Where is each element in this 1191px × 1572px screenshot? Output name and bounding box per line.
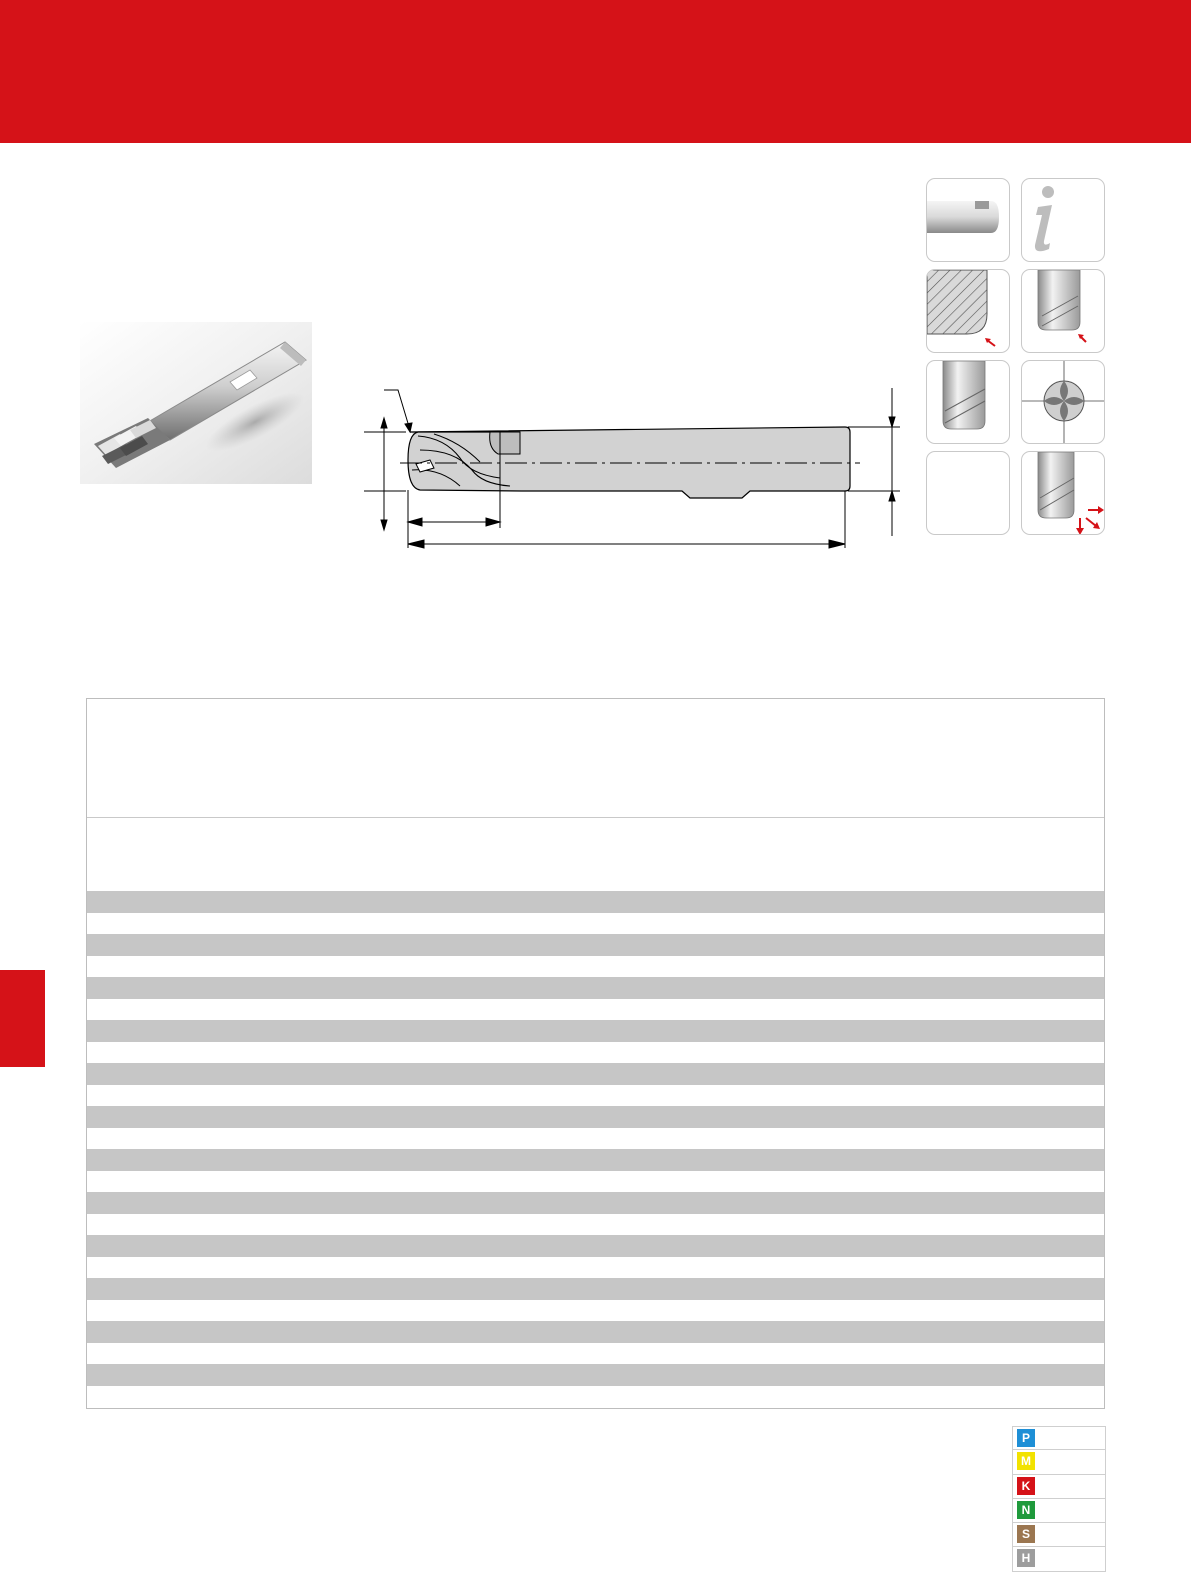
end-mill-photo [80,322,312,484]
iso-badge: N [1017,1501,1035,1519]
info-icon [1021,178,1105,262]
table-row [87,1364,1104,1386]
four-flute-section-icon [1021,360,1105,444]
empty-icon [926,451,1010,535]
iso-row-m [1012,1450,1106,1474]
weldon-shank-icon [926,178,1010,262]
table-body [87,891,1104,1407]
table-row [87,956,1104,978]
table-row [87,1257,1104,1279]
table-row [87,1085,1104,1107]
corner-radius-icon [926,269,1010,353]
table-row [87,1321,1104,1343]
table-row [87,1063,1104,1085]
table-row [87,1192,1104,1214]
iso-badge: M [1017,1452,1035,1470]
iso-material-legend [1012,1426,1106,1572]
table-row [87,999,1104,1021]
iso-row-p [1012,1426,1106,1450]
iso-badge: P [1017,1429,1035,1447]
iso-badge: S [1017,1525,1035,1543]
table-row [87,1214,1104,1236]
iso-row-h [1012,1547,1106,1571]
table-row [87,1106,1104,1128]
table-row [87,1386,1104,1408]
table-row [87,1300,1104,1322]
iso-row-k [1012,1475,1106,1499]
table-row [87,1149,1104,1171]
iso-badge: K [1017,1477,1035,1495]
table-row [87,1235,1104,1257]
table-row [87,1042,1104,1064]
feature-icon-grid [926,178,1108,538]
table-row [87,1020,1104,1042]
section-tab [0,970,45,1067]
header-band [0,0,1191,143]
table-row [87,1343,1104,1365]
table-row [87,1171,1104,1193]
table-row [87,977,1104,999]
helix-cutter-icon [926,360,1010,444]
spec-table [86,698,1105,1409]
table-header [87,699,1104,818]
iso-row-s [1012,1523,1106,1547]
iso-badge: H [1017,1549,1035,1567]
technical-drawing [360,378,920,558]
table-subheader [87,817,1104,891]
table-row [87,1278,1104,1300]
table-row [87,913,1104,935]
table-row [87,891,1104,913]
helix-edge-icon [1021,269,1105,353]
milling-directions-icon [1021,451,1105,535]
iso-row-n [1012,1499,1106,1523]
table-row [87,934,1104,956]
table-row [87,1128,1104,1150]
